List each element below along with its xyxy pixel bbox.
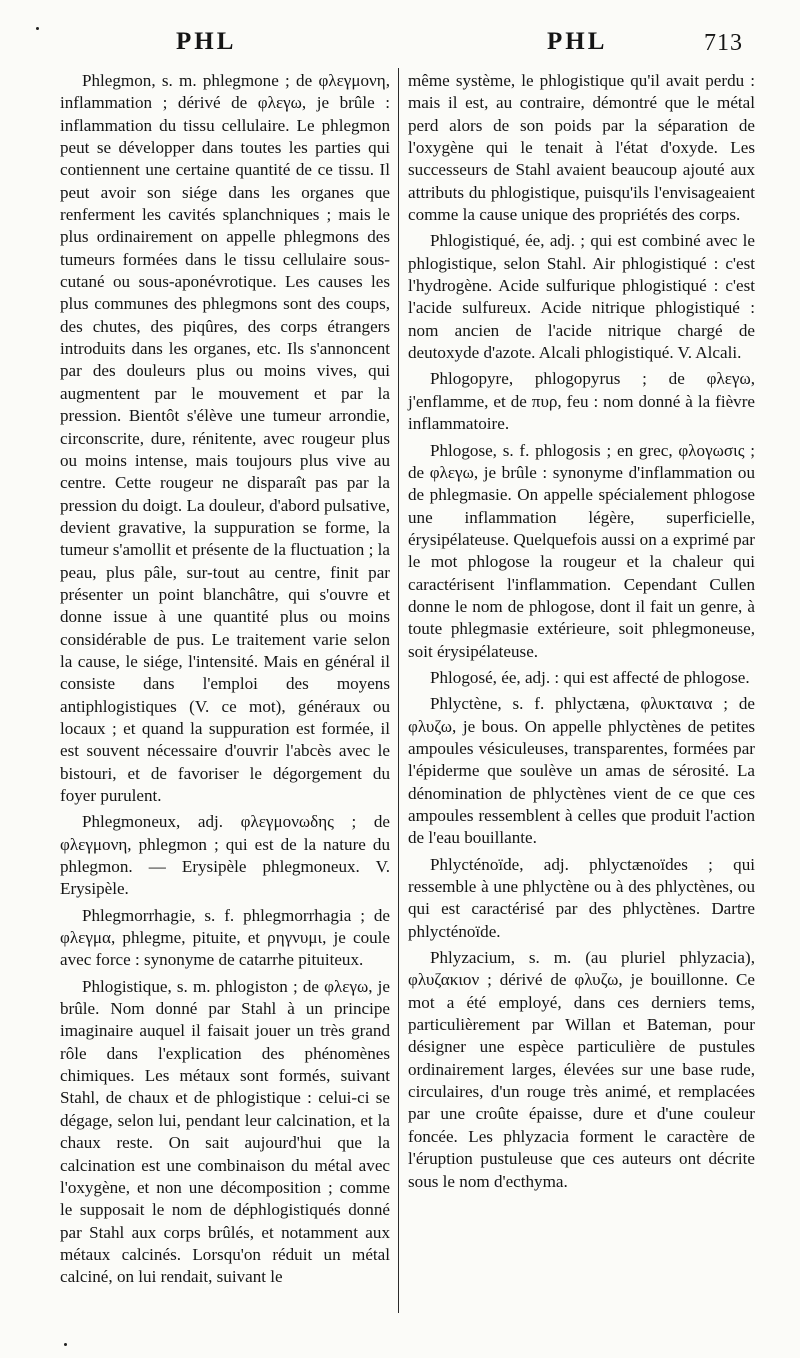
entry-phlegmon: Phlegmon, s. m. phlegmone ; de φλεγμονη, inflammation ; dérivé de φλεγω, je brûle : inflammation du tissu cellulaire. Le phlegmon peut se développer dans toutes les parties qui contiennent une certaine quantité de ce tissu. Il peut avoir son siége dans les organes que renferment les cavités splanchniques ; mais le plus ordinairement on appelle phlegmons des tumeurs formées dans le tissu cellulaire sous-cutané ou sous-aponévrotique. Les causes les plus communes des phlegmons sont des coups, des chutes, des piqûres, des corps étrangers introduits dans les organes, etc. Ils s'annoncent par des douleurs plus ou moins vives, qui augmentent par le mouvement et par la pression. Bientôt s'élève une tumeur arrondie, circonscrite, dure, rénitente, avec rougeur plus ou moins intense, mais toujours plus vive au centre. Cette rougeur ne disparaît pas par la pression du doigt. La douleur, d'abord pulsative, devient gravative, la suppuration se forme, la tumeur s'amollit et présente de la fluctuation ; la peau, plus pâle, sur-tout au centre, finit par présenter un point blanchâtre, qui s'ouvre et donne issue à une quantité plus ou moins considérable de pus. Le traitement varie selon la cause, le siége, l'intensité. Mais en général il consiste dans l'emploi des moyens antiphlogistiques (V. ce mot), généraux ou locaux ; et quand la suppuration est formée, il est souvent nécessaire d'ouvrir l'abcès avec le bistouri, et de favoriser le dégorgement du foyer purulent.	[60, 71, 390, 805]
entry-phlogistique-continued: même système, le phlogistique qu'il avait perdu : mais il est, au contraire, démontré que le métal perd alors de son poids par la séparation de l'oxygène qui le tenait à l'état d'oxyde. Les successeurs de Stahl avaient beaucoup ajouté aux attributs du phlogistique, puisqu'ils l'envisageaient comme la cause unique des propriétés des corps.	[408, 71, 755, 225]
entry-phlogose: Phlogose, s. f. phlogosis ; en grec, φλογωσις ; de φλεγω, je brûle : synonyme d'inflammation ou de phlegmasie. On appelle spécialement phlogose une inflammation légère, superficielle, érysipélateuse. Quelquefois aussi on a exprimé par le mot phlogose la rougeur et la chaleur qui caractérisent l'inflammation. Cependant Cullen donne le nom de phlogose, dont il fait un genre, à toute phlegmasie extérieure, soit phlegmoneuse, soit érysipélateuse.	[408, 440, 755, 661]
entry-phlogopyre: Phlogopyre, phlogopyrus ; de φλεγω, j'enflamme, et de πυρ, feu : nom donné à la fièvre inflammatoire.	[408, 369, 755, 434]
page-number: 713	[704, 30, 743, 56]
running-head-left: PHL	[176, 28, 237, 55]
right-column	[408, 70, 755, 1197]
entry-phlogistique: Phlogistique, s. m. phlogiston ; de φλεγω, je brûle. Nom donné par Stahl à un principe imaginaire auquel il faisait jouer un très grand rôle dans l'explication des phénomènes chimiques. Les métaux sont formés, suivant Stahl, de chaux et de phlogistique : celui-ci se dégage, selon lui, pendant leur calcination, et la chaux reste. On sait aujourd'hui que la calcination est une combinaison du métal avec l'oxygène, et non une décomposition ; comme le supposait le nom de déphlogistiqués donné par Stahl aux corps brûlés, et notamment aux métaux calcinés. Lorsqu'on réduit un métal calciné, on lui rendait, suivant le	[60, 976, 390, 1287]
left-column	[60, 70, 390, 1293]
entry-phlyctenoide: Phlycténoïde, adj. phlyctænoïdes ; qui ressemble à une phlyctène ou à des phlyctènes, ou qui est caractérisé par des phlyctènes. Dartre phlycténoïde.	[408, 854, 755, 941]
entry-phlyctene: Phlyctène, s. f. phlyctæna, φλυκταινα ; de φλυζω, je bous. On appelle phlyctènes de petites ampoules vésiculeuses, transparentes, formées par l'épiderme que soulève un amas de sérosité. La dénomination de phlyctènes vient de ce que ces ampoules ressemblent à celles que produit l'action de l'eau bouillante.	[408, 694, 755, 848]
entry-phlyzacium: Phlyzacium, s. m. (au pluriel phlyzacia), φλυζακιον ; dérivé de φλυζω, je bouillonne. Ce mot a été employé, dans ces derniers tems, particulièrement par Willan et Bateman, pour désigner une espèce particulière de pustules ordinairement larges, élevées sur une base rude, circulaires, d'un rouge très animé, et remplacées par une croûte épaisse, dure et d'une couleur foncée. Les phlyzacia forment le caractère de l'éruption pustuleuse que ces auteurs ont décrite sous le nom d'ecthyma.	[408, 948, 755, 1191]
entry-phlegmorrhagie: Phlegmorrhagie, s. f. phlegmorrhagia ; de φλεγμα, phlegme, pituite, et ρηγνυμι, je coule avec force : synonyme de catarrhe pituiteux.	[60, 905, 390, 970]
entry-phlegmoneux: Phlegmoneux, adj. φλεγμονωδης ; de φλεγμονη, phlegmon ; qui est de la nature du phlegmon. — Erysipèle phlegmoneux. V. Erysipèle.	[60, 812, 390, 899]
column-divider	[398, 68, 399, 1313]
print-speck	[64, 1343, 67, 1346]
entry-phlogose-adj: Phlogosé, ée, adj. : qui est affecté de phlogose.	[430, 667, 750, 687]
print-speck	[36, 27, 39, 30]
entry-phlogistique-adj: Phlogistiqué, ée, adj. ; qui est combiné avec le phlogistique, selon Stahl. Air phlogistiqué : c'est l'hydrogène. Acide sulfurique phlogistiqué : c'est l'acide sulfureux. Acide nitrique phlogistiqué : nom ancien de l'acide nitrique chargé de deutoxyde d'azote. Alcali phlogistiqué. V. Alcali.	[408, 231, 755, 363]
running-head-right: PHL	[547, 28, 608, 55]
